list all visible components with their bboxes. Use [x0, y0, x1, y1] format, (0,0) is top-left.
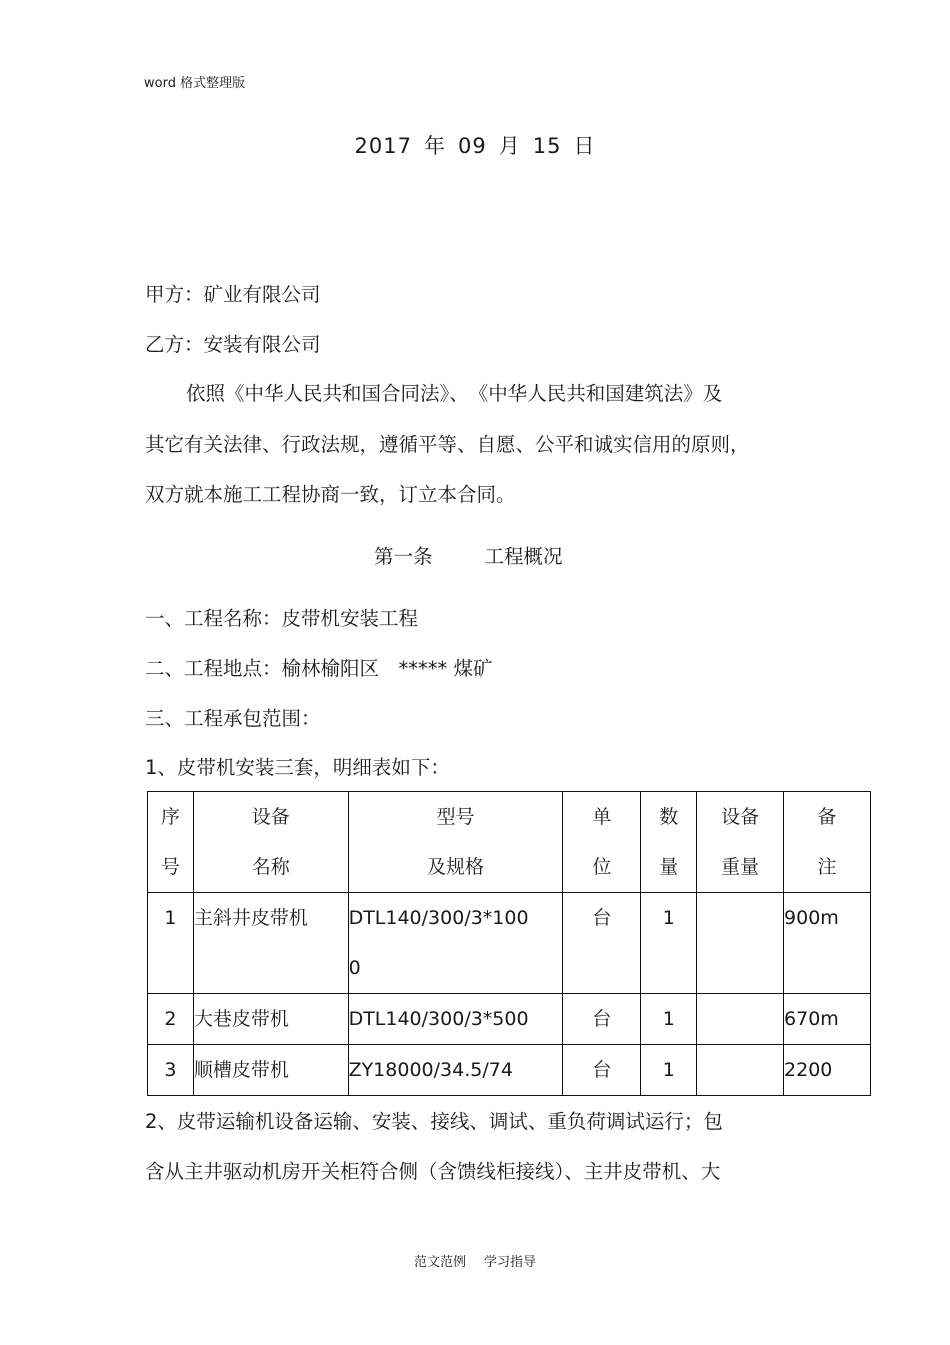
table-row	[148, 893, 871, 994]
project-scope: 三、工程承包范围：	[145, 707, 321, 730]
date-month: 09	[457, 134, 487, 158]
article-number: 第一条	[374, 545, 433, 568]
table-header-cell: 序 号	[148, 792, 194, 893]
page-header: word 格式整理版	[144, 76, 246, 91]
unit: 台	[563, 1045, 641, 1096]
project-location: 二、工程地点：榆林榆阳区 ***** 煤矿	[145, 657, 493, 680]
preamble-line-3: 双方就本施工工程协商一致，订立本合同。	[145, 483, 516, 506]
equipment-name: 主斜井皮带机	[193, 893, 348, 994]
table-header-cell: 数 量	[641, 792, 697, 893]
footer-right: 学习指导	[484, 1255, 537, 1270]
table-row	[148, 1045, 871, 1096]
article-heading	[374, 541, 563, 569]
equipment-name: 顺槽皮带机	[193, 1045, 348, 1096]
party-b: 乙方：安装有限公司	[145, 333, 321, 356]
equipment-table	[147, 791, 871, 1096]
note: 670m	[784, 994, 871, 1045]
row-number: 2	[148, 994, 194, 1045]
quantity: 1	[641, 1045, 697, 1096]
contract-date	[0, 130, 950, 160]
model-spec: DTL140/300/3*100 0	[348, 893, 563, 994]
table-header-row	[148, 792, 871, 893]
table-header-cell: 备 注	[784, 792, 871, 893]
unit: 台	[563, 994, 641, 1045]
unit: 台	[563, 893, 641, 994]
page-footer	[0, 1251, 950, 1270]
model-spec: ZY18000/34.5/74	[348, 1045, 563, 1096]
quantity: 1	[641, 994, 697, 1045]
table-header-cell: 设备 名称	[193, 792, 348, 893]
table-header-cell: 型号 及规格	[348, 792, 563, 893]
note: 900m	[784, 893, 871, 994]
row-number: 1	[148, 893, 194, 994]
table-row	[148, 994, 871, 1045]
scope-item-1: 1、皮带机安装三套，明细表如下：	[145, 756, 450, 779]
preamble-line-1: 依照《中华人民共和国合同法》、 《中华人民共和国建筑法》及	[186, 382, 723, 405]
model-spec: DTL140/300/3*500	[348, 994, 563, 1045]
date-day-unit: 日	[573, 134, 596, 158]
scope-item-2-line-2: 含从主井驱动机房开关柜符合侧（含馈线柜接线）、主井皮带机、大	[145, 1160, 721, 1183]
party-a: 甲方：矿业有限公司	[145, 283, 321, 306]
article-title: 工程概况	[484, 545, 563, 568]
date-year: 2017	[354, 134, 412, 158]
scope-item-2-line-1: 2、皮带运输机设备运输、安装、接线、调试、重负荷调试运行；包	[145, 1110, 723, 1133]
date-month-unit: 月	[498, 134, 521, 158]
row-number: 3	[148, 1045, 194, 1096]
date-day: 15	[532, 134, 562, 158]
preamble-line-2: 其它有关法律、行政法规，遵循平等、自愿、公平和诚实信用的原则，	[145, 433, 750, 456]
note: 2200	[784, 1045, 871, 1096]
table-header-cell: 单 位	[563, 792, 641, 893]
quantity: 1	[641, 893, 697, 994]
equipment-weight	[697, 893, 784, 994]
project-name: 一、工程名称：皮带机安装工程	[145, 607, 419, 630]
date-year-unit: 年	[423, 134, 446, 158]
equipment-weight	[697, 1045, 784, 1096]
footer-left: 范文范例	[413, 1255, 466, 1270]
table-header-cell: 设备 重量	[697, 792, 784, 893]
equipment-weight	[697, 994, 784, 1045]
equipment-name: 大巷皮带机	[193, 994, 348, 1045]
